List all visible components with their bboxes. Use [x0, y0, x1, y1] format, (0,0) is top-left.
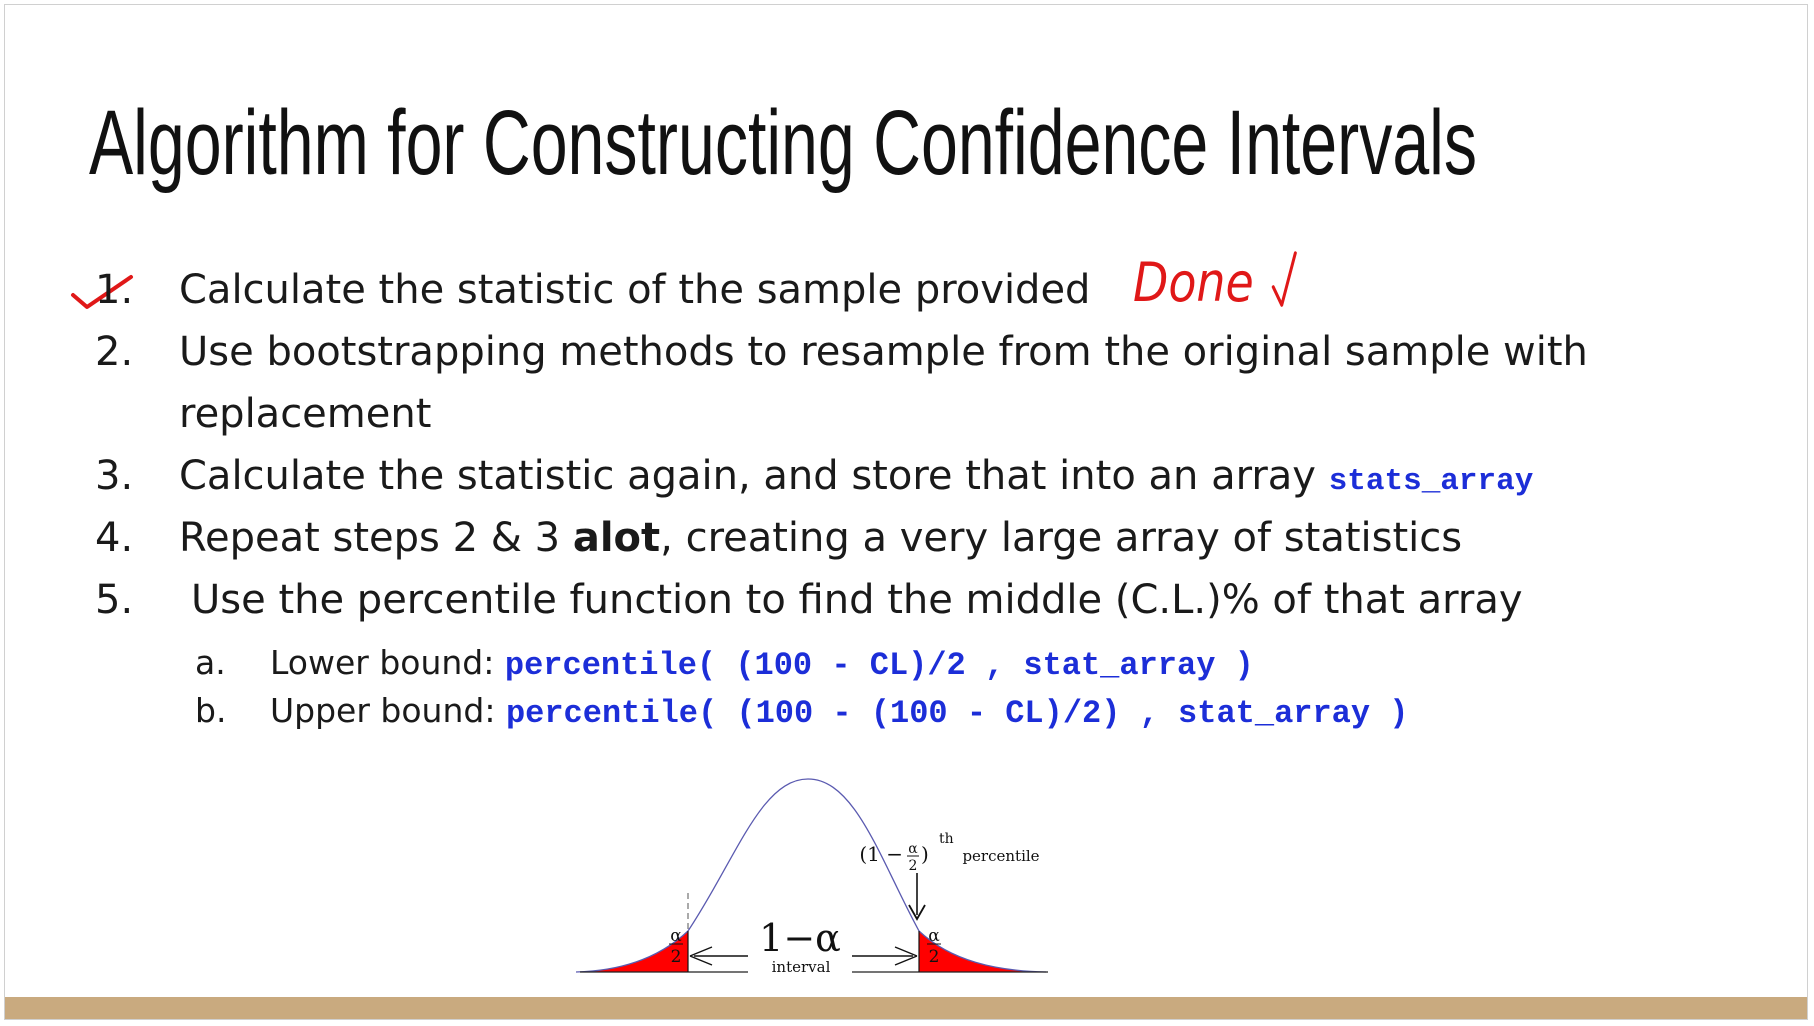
step-text-body: Calculate the statistic again, and store that into an array — [179, 453, 1329, 499]
done-text: Done — [1133, 251, 1254, 314]
step-text — [179, 453, 1533, 499]
right-two: 2 — [928, 947, 940, 967]
done-checkmark-icon — [1270, 251, 1299, 309]
substep-text — [270, 643, 1254, 684]
slide-title: Algorithm for Constructing Confidence Intervals — [89, 92, 1478, 194]
percentile-expr-right: ) — [921, 842, 929, 866]
step-text: Use the percentile function to find the middle (C.L.)% of that array — [191, 577, 1523, 623]
percentile-alpha: α — [908, 841, 918, 857]
substep-letter: a. — [195, 643, 226, 682]
step-text-bold: alot — [572, 515, 661, 561]
step-text — [179, 515, 1462, 561]
step-text: Calculate the statistic of the sample provided — [179, 267, 1091, 313]
step-number: 4. — [95, 515, 134, 561]
percentile-expr-left: (1 − — [859, 842, 903, 866]
code-upper-bound: percentile( (100 - (100 - CL)/2) , stat_array ) — [505, 695, 1409, 732]
step-text-post: , creating a very large array of statistics — [660, 515, 1463, 561]
substep-label: Upper bound: — [270, 691, 506, 730]
right-alpha: α — [928, 926, 940, 946]
normal-distribution-figure — [576, 769, 1056, 979]
percentile-superscript: th — [939, 831, 954, 847]
center-label: 1−α — [759, 916, 841, 960]
substep-letter: b. — [195, 691, 227, 730]
code-stats-array: stats_array — [1328, 464, 1534, 499]
code-lower-bound: percentile( (100 - CL)/2 , stat_array ) — [504, 647, 1254, 684]
bottom-accent-bar — [5, 997, 1807, 1019]
percentile-label: percentile — [962, 847, 1040, 865]
step-text-pre: Repeat steps 2 & 3 — [179, 515, 573, 561]
step-number: 2. — [95, 329, 134, 375]
step-number: 3. — [95, 453, 134, 499]
step-text: Use bootstrapping methods to resample from the original sample with — [179, 329, 1588, 375]
slide — [4, 4, 1808, 1020]
percentile-two: 2 — [908, 858, 918, 874]
substep-label: Lower bound: — [270, 643, 505, 682]
substep-text — [270, 691, 1408, 732]
done-annotation — [1133, 251, 1299, 314]
step-number: 1. — [95, 267, 134, 313]
step-text-continued: replacement — [179, 391, 432, 437]
left-two: 2 — [670, 947, 682, 967]
interval-label: interval — [771, 958, 831, 976]
left-alpha: α — [670, 926, 682, 946]
step-number: 5. — [95, 577, 134, 623]
